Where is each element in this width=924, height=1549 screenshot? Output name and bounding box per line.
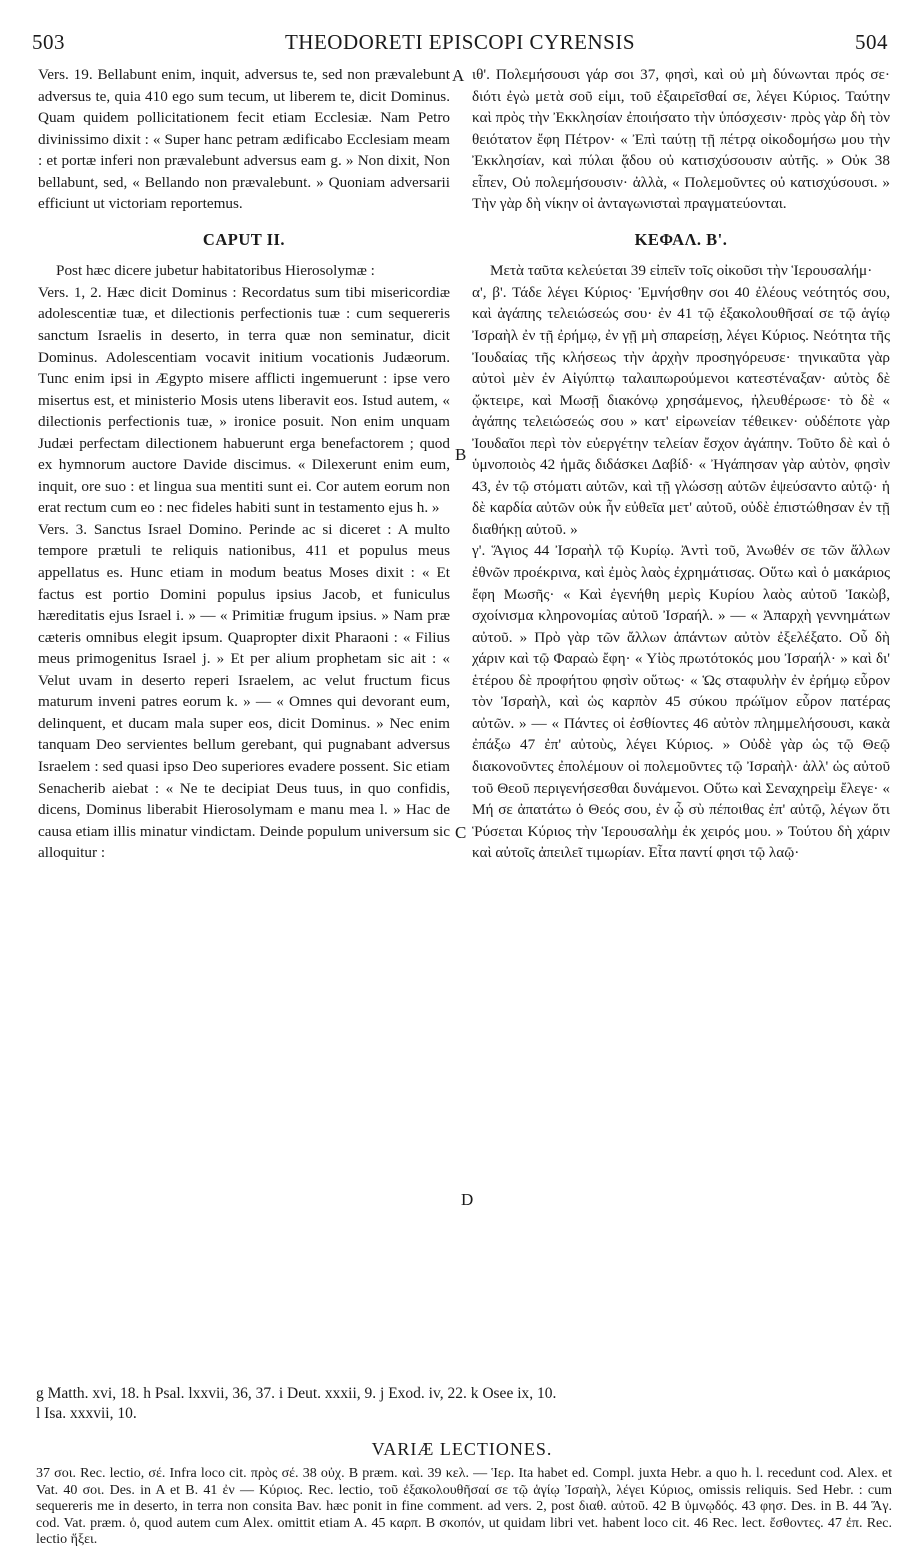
greek-paragraph: Μετὰ ταῦτα κελεύεται 39 εἰπεῖν τοῖς οἰκοῦσι τὴν Ἱερουσαλήμ· bbox=[490, 262, 873, 280]
latin-paragraph: Post hæc dicere jubetur habitatoribus Hierosolymæ : bbox=[56, 262, 375, 280]
latin-paragraph: Vers. 19. Bellabunt enim, inquit, adversus te, sed non prævalebunt adversus te, quia 410 ego sum tecum, ut liberem te, dicit Dominus. Quam quidem pollicitationem fecit etiam Ecclesiæ. Nam Petro divinissimo dixit : « Super hanc petram ædificabo Ecclesiam meam : et portæ inferi non prævalebunt adversus eam g. » Non dixit, Non bellabunt, sed, « Bellando non prævalebunt. » Quoniam adversarii efficiunt ut victoriam reportemus. bbox=[38, 66, 450, 213]
variae-lectiones-text: 37 σοι. Rec. lectio, σέ. Infra loco cit. πρὸς σέ. 38 οὐχ. B præm. καὶ. 39 κελ. — Ἱερ. Ita habet ed. Compl. juxta Hebr. a quo h. l. recedunt cod. Alex. et Vat. 40 σοι. Des. in A et B. 41 ἐν — Κύριος. Rec. lectio, τοῦ ἐξακολουθῆσαί σε τῷ ἁγίῳ Ἰσραὴλ, λέγει Κύριος, omissis reliquis. Sed Hebr. : cum sequereris me in deserto, in terra non consita Bav. hæc ponit in fine comment. ad vers. 2, post διαθ. αὐτοῦ. 42 B ὑμνῳδός. 43 φησ. Des. in B. 44 Ἅγ. cod. Vat. præm. ὁ, quod autem cum Alex. omittit etiam A. 45 καρπ. B σκοπόν, ut quidam libri vet. habent loco cit. 46 Rec. lect. ἔσθοντες. 47 ἐπ. Rec. lectio ἥξει. bbox=[36, 1466, 892, 1547]
greek-chapter-heading: ΚΕΦΑΛ. Β'. bbox=[634, 229, 728, 249]
margin-mark-b: B bbox=[455, 445, 467, 464]
footnote-line: g Matth. xvi, 18. h Psal. lxxvii, 36, 37. i Deut. xxxii, 9. j Exod. iv, 22. k Osee ix, 10. bbox=[36, 1385, 557, 1402]
latin-column bbox=[38, 64, 450, 864]
footnote-line: l Isa. xxxvii, 10. bbox=[36, 1405, 137, 1422]
running-title: THEODORETI EPISCOPI CYRENSIS bbox=[284, 30, 636, 54]
page-number-right: 504 bbox=[855, 30, 888, 54]
greek-column bbox=[472, 64, 890, 864]
variae-lectiones-title: VARIÆ LECTIONES. bbox=[371, 1439, 553, 1459]
margin-mark-d: D bbox=[461, 1190, 474, 1209]
variae-lectiones bbox=[36, 1466, 892, 1549]
latin-chapter-heading: CAPUT II. bbox=[202, 229, 286, 249]
greek-paragraph: ιθ'. Πολεμήσουσι γάρ σοι 37, φησὶ, καὶ οὐ μὴ δύνωνται πρός σε· διότι ἐγὼ μετὰ σοῦ εἰμι, τοῦ ἐξαιρεῖσθαί σε, λέγει Κύριος. Ταύτην καὶ πρὸς τὴν Ἐκκλησίαν ἐποιήσατο τὴν ὑπόσχεσιν· πρὸς γὰρ δὴ τὸν θειότατον ἔφη Πέτρον· « Ἐπὶ ταύτῃ τῇ πέτρᾳ οἰκοδομήσω μου τὴν Ἐκκλησίαν, καὶ πύλαι ᾅδου οὐ κατισχύσουσιν αὐτῆς. » Οὐκ 38 εἶπεν, Οὐ πολεμήσουσιν· ἀλλὰ, « Πολεμοῦντες οὐ κατισχύσουσι. » Τὴν γὰρ δὴ νίκην οἱ ἀνταγωνισταὶ πραγματεύονται. bbox=[472, 66, 890, 213]
greek-paragraph: α', β'. Τάδε λέγει Κύριος· Ἐμνήσθην σοι 40 ἐλέους νεότητός σου, καὶ ἀγάπης τελειώσεώς σου· ἐν 41 τῷ ἐξακολουθῆσαί σε τῷ ἁγίῳ Ἰσραὴλ ἐν τῇ ἐρήμῳ, ἐν γῇ μὴ σπαρείσῃ, λέγει Κύριος. Νεότητα τῆς Ἰουδαίας τῆς κλήσεως τὴν ἀρχὴν προσηγόρευσε· τηνικαῦτα γὰρ αὐτοὶ μὲν ἐν Αἰγύπτῳ ταλαιπωρούμενοι κατεστέναξαν· αὐτὸς δὲ ᾤκτειρε, καὶ Μωσῇ διακόνῳ χρησάμενος, ἠλευθέρωσε· τὸ δὲ « ἀγάπης τελειώσεώς σου » κατ' εἰρωνείαν τέθεικεν· οὐδέποτε γὰρ Ἰουδαῖοι περὶ τὸν εὐεργέτην τελείαν ἔσχον ἀγάπην. Τοῦτο δὲ καὶ ὁ ὑμνοποιὸς 42 ἡμᾶς διδάσκει Δαβίδ· « Ἠγάπησαν γὰρ αὐτὸν, φησὶν 43, ἐν τῷ στόματι αὐτῶν, καὶ τῇ γλώσσῃ αὐτῶν ἐψεύσαντο αὐτῷ· ἡ δὲ καρδία αὐτῶν οὐκ ἦν εὐθεῖα μετ' αὐτοῦ, οὐδὲ ἐπιστώθησαν ἐν τῇ διαθήκῃ αὐτοῦ. » bbox=[472, 283, 890, 538]
scripture-footnotes bbox=[36, 1384, 892, 1424]
latin-paragraph: Vers. 3. Sanctus Israel Domino. Perinde ac si diceret : A multo tempore prætuli te reliquis nationibus, 411 et populus meus appellatus es. Hunc etiam in modum beatus Moses dixit : « Et factus est portio Domini populus ipsius Jacob, et funiculus hæreditatis ejus Israel i. » — « Primitiæ frugum ipsius. » Nam præ cæteris omnibus elegit ipsum. Quapropter dixit Pharaoni : « Filius meus primogenitus Israel j. » Et per alium prophetam sic ait : « Velut uvam in deserto reperi Israelem, ac velut fructum ficus maturum inveni patres eorum k. » — « Omnes qui devorant eum, delinquent, et ducam mala super eos, dicit Dominus. » Nec enim tanquam Deo servientes bellum gerebant, qui pugnabant adversus Israelem : sed quasi ipso Deo superiores evadere possent. Sic etiam Senacherib aiebat : « Ne te decipiat Deus tuus, in quo confidis, dicens, Dominus liberabit Hierosolymam e manu mea l. » Hac de causa etiam illis minatur vindictam. Deinde populum universum sic alloquitur : bbox=[38, 520, 450, 862]
greek-paragraph: γ'. Ἅγιος 44 Ἰσραὴλ τῷ Κυρίῳ. Ἀντὶ τοῦ, Ἀνωθέν σε τῶν ἄλλων ἐθνῶν προέκρινα, καὶ ἐμὸς λαὸς ἐχρημάτισας. Οὕτω καὶ ὁ μακάριος ἔφη Μωσῆς· « Καὶ ἐγενήθη μερὶς Κυρίου λαὸς αὐτοῦ Ἰακὼβ, σχοίνισμα κληρονομίας αὐτοῦ Ἰσραήλ. » — « Ἀπαρχὴ γεννημάτων αὐτοῦ. » Πρὸ γὰρ τῶν ἄλλων ἁπάντων αὐτὸν ἐξελέξατο. Οὗ δὴ χάριν καὶ τῷ Φαραὼ ἔφη· « Υἱὸς πρωτότοκός μου Ἰσραήλ· » καὶ δι' ἑτέρου δὲ προφήτου φησὶν οὕτως· « Ὡς σταφυλὴν ἐν ἐρήμῳ εὗρον τὸν Ἰσραὴλ, καὶ ὡς καρπὸν 45 σύκου πρώϊμον εὗρον πατέρας αὐτῶν. » — « Πάντες οἱ ἐσθίοντες 46 αὐτὸν πλημμελήσουσι, κακὰ ἐπάξω 47 ἐπ' αὐτοὺς, λέγει Κύριος. » Οὐδὲ γὰρ ὡς τῷ Θεῷ διακονοῦντες ἐπολέμουν οἱ πολεμοῦντες τῷ Ἰσραὴλ· ἀλλ' ὡς αὐτοῦ τοῦ Θεοῦ περιγενήσεσθαι δυνάμενοι. Οὕτω καὶ Σεναχηρεὶμ ἔλεγε· « Μή σε ἀπατάτω ὁ Θεός σου, ἐν ᾧ σὺ πέποιθας ἐπ' αὐτῷ, λέγων ὅτι Ῥύσεται Κύριος τὴν Ἱερουσαλὴμ ἐκ χειρός μου. » Τούτου δὴ χάριν καὶ αὐτοῖς ἀπειλεῖ τιμωρίαν. Εἶτα παντί φησι τῷ λαῷ· bbox=[472, 542, 890, 862]
margin-mark-c: C bbox=[455, 823, 467, 842]
page-number-left: 503 bbox=[32, 30, 65, 54]
latin-paragraph: Vers. 1, 2. Hæc dicit Dominus : Recordatus sum tibi misericordiæ adolescentiæ tuæ, et dilectionis perfectionis tuæ : cum sequereris sanctum Israelis in deserto, in terra quæ non seminatur, dicit Dominus. Adolescentiam vocavit initium vocationis Judæorum. Tunc enim ipsi in Ægypto misere afflicti ingemuerunt : ipse vero misertus est, et ministerio Mosis utens liberavit eos. Istud autem, « dilectionis perfectionis tuæ, » ironice posuit. Non enim unquam Judæi perfectam dilectionem habuerunt erga benefactorem ; quod ex hymnorum auctore Davide discimus. « Dilexerunt enim eum, inquit, ore suo : et lingua sua mentiti sunt ei. Cor autem eorum non erat rectum cum eo : nec fideles habiti sunt in testamento ejus h. » bbox=[38, 283, 450, 517]
margin-mark-a: A bbox=[452, 66, 465, 85]
running-header bbox=[32, 30, 888, 58]
